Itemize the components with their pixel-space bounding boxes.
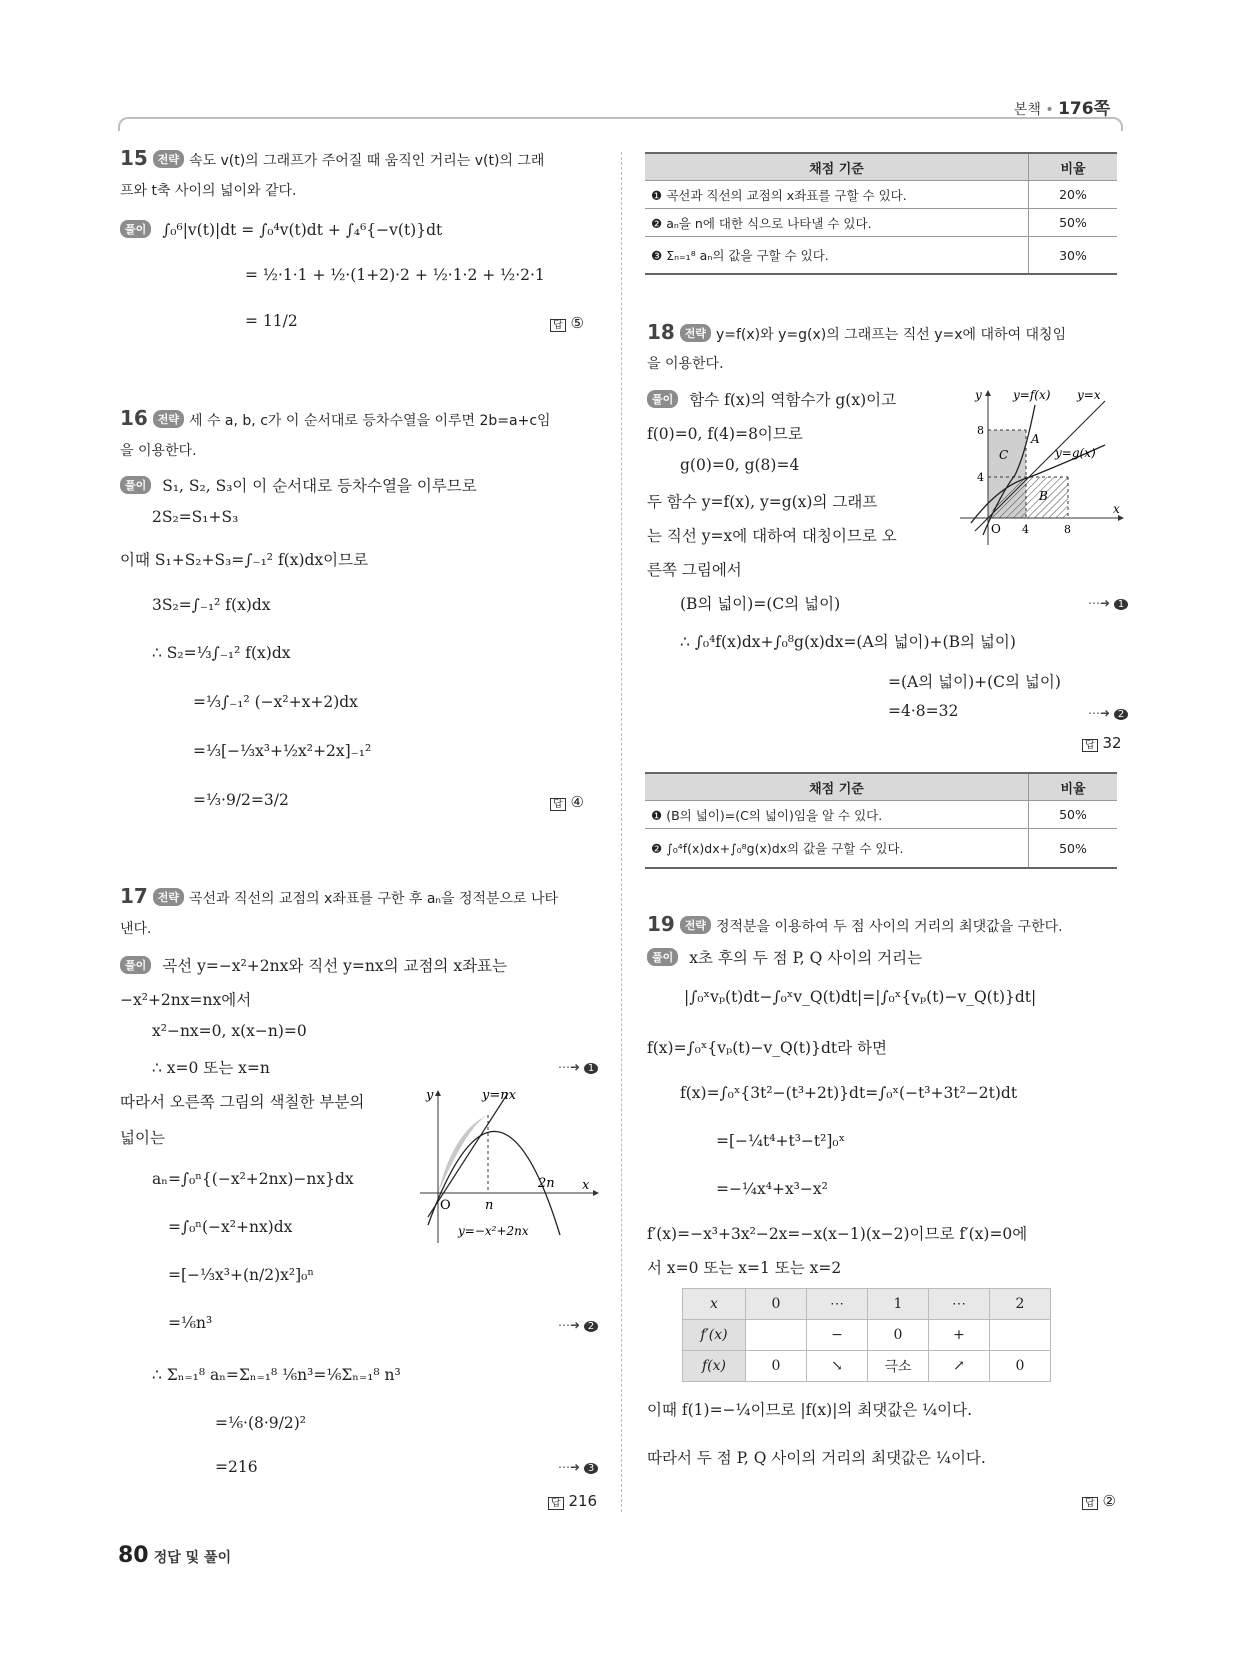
problem-17-line7: =∫₀ⁿ(−x²+nx)dx [168, 1218, 293, 1236]
table-row [645, 237, 1117, 275]
increase-decrease-table [682, 1288, 1051, 1382]
problem-19-line4: =[−¼t⁴+t³−t²]₀ˣ [716, 1132, 846, 1150]
math-line: 함수 f(x)의 역함수가 g(x)이고 [689, 391, 897, 409]
problem-15-number: 15 [120, 146, 148, 170]
problem-17-line8: =[−⅓x³+(n/2)x²]₀ⁿ [168, 1266, 315, 1284]
row-ratio: 50% [1029, 829, 1118, 869]
problem-17-graph [410, 1085, 600, 1245]
problem-17-line11: =⅙·(8·9/2)² [215, 1414, 306, 1432]
row-text: 곡선과 직선의 교점의 x좌표를 구할 수 있다. [666, 187, 907, 203]
problem-16-line0 [120, 474, 477, 496]
problem-19-number: 19 [647, 912, 675, 936]
cell: ↘ [807, 1351, 868, 1382]
problem-16-strategy [120, 406, 551, 430]
problem-16-line6: =⅓[−⅓x³+½x²+2x]₋₁² [193, 742, 372, 760]
table-header-ratio: 비율 [1029, 773, 1118, 801]
problem-16-line7: =⅓·9/2=3/2 [193, 791, 289, 809]
answer-value: ⑤ [570, 314, 584, 332]
header-rule [118, 117, 1123, 131]
table-row [645, 801, 1117, 829]
row-ratio: 20% [1029, 181, 1118, 209]
problem-17-line0 [120, 954, 507, 976]
problem-19-line7: 서 x=0 또는 x=1 또는 x=2 [647, 1259, 842, 1277]
problem-16-line4: ∴ S₂=⅓∫₋₁² f(x)dx [152, 644, 291, 662]
row-text: aₙ을 n에 대한 식으로 나타낼 수 있다. [666, 215, 872, 231]
problem-19-line5: =−¼x⁴+x³−x² [716, 1180, 828, 1198]
problem-18-line0 [647, 388, 896, 410]
table-row [683, 1320, 1051, 1351]
problem-18-line2: g(0)=0, g(8)=4 [680, 456, 800, 474]
step-number: 3 [584, 1463, 598, 1474]
shaded-region [438, 1115, 488, 1193]
region-a-label: A [1031, 432, 1040, 446]
cell: − [807, 1320, 868, 1351]
page-reference: 176쪽 [1058, 99, 1110, 119]
table-row [683, 1289, 1051, 1320]
y-label: y [426, 1088, 434, 1103]
tick-x4: 4 [1022, 523, 1029, 536]
problem-18-line1: f(0)=0, f(4)=8이므로 [647, 425, 803, 443]
answer-value: ④ [570, 793, 584, 811]
row-number: ❷ [651, 841, 663, 856]
strategy-badge: 전략 [153, 150, 184, 168]
solution-badge: 풀이 [120, 220, 151, 238]
problem-17-line4: 따라서 오른쪽 그림의 색칠한 부분의 [120, 1093, 365, 1111]
strategy-badge: 전략 [680, 324, 711, 342]
answer-icon: 답 [1082, 1497, 1098, 1510]
step-marker-3: ⋯➜ 3 [558, 1460, 598, 1474]
row-number: ❶ [651, 187, 663, 203]
solution-badge: 풀이 [647, 948, 678, 966]
table-header-criteria: 채점 기준 [645, 773, 1029, 801]
problem-17-line9: =⅙n³ [168, 1314, 213, 1332]
math-line: S₁, S₂, S₃이 이 순서대로 등차수열을 이루므로 [162, 477, 477, 495]
step-number: 2 [1114, 709, 1128, 720]
table-row [645, 829, 1117, 869]
header-bullet: • [1045, 102, 1054, 118]
problem-17-number: 17 [120, 884, 148, 908]
cell: 0 [868, 1320, 929, 1351]
step-number: 2 [584, 1321, 598, 1332]
cell: ⋯ [929, 1289, 990, 1320]
strategy-text: y=f(x)와 y=g(x)의 그래프는 직선 y=x에 대하여 대칭임 [715, 327, 1067, 343]
row-ratio: 30% [1029, 237, 1118, 275]
problem-19-line1: |∫₀ˣvₚ(t)dt−∫₀ˣv_Q(t)dt|=|∫₀ˣ{vₚ(t)−v_Q(t)}dt| [684, 988, 1037, 1006]
problem-15-solution-line1 [120, 220, 442, 239]
scoring-table-17 [645, 152, 1117, 275]
math-line: x초 후의 두 점 P, Q 사이의 거리는 [689, 949, 923, 967]
book-label: 본책 [1013, 102, 1041, 118]
table-row [683, 1351, 1051, 1382]
problem-15-strategy-line2: 프와 t축 사이의 넓이와 같다. [120, 183, 297, 199]
row-ratio: 50% [1029, 209, 1118, 237]
cell: + [929, 1320, 990, 1351]
problem-18-line5: 른쪽 그림에서 [647, 561, 742, 579]
page-footer [118, 1543, 231, 1568]
step-number: 1 [584, 1063, 598, 1074]
cell: ↗ [929, 1351, 990, 1382]
table-header-ratio: 비율 [1029, 153, 1118, 181]
row-text: ∫₀⁴f(x)dx+∫₀⁸g(x)dx의 값을 구할 수 있다. [666, 841, 904, 856]
problem-19-line9: 따라서 두 점 P, Q 사이의 거리의 최댓값은 ¼이다. [647, 1449, 986, 1467]
table-header-criteria: 채점 기준 [645, 153, 1029, 181]
problem-17-strategy [120, 884, 558, 908]
region-b-label: B [1039, 489, 1048, 503]
answer-icon: 답 [1082, 739, 1098, 752]
table-row [645, 209, 1117, 237]
problem-18-line3: 두 함수 y=f(x), y=g(x)의 그래프 [647, 493, 878, 511]
step-marker-2: ⋯➜ 2 [558, 1318, 598, 1332]
column-divider [621, 152, 622, 1512]
answer-value: 32 [1102, 734, 1122, 752]
origin-label: O [440, 1198, 451, 1213]
problem-18-number: 18 [647, 320, 675, 344]
strategy-text: 세 수 a, b, c가 이 순서대로 등차수열을 이루면 2b=a+c임 [188, 413, 551, 429]
step-marker-1: ⋯➜ 1 [558, 1060, 598, 1074]
row-text: (B의 넓이)=(C의 넓이)임을 알 수 있다. [666, 807, 883, 823]
solution-badge: 풀이 [120, 956, 151, 974]
y-label: y [975, 388, 982, 402]
row-number: ❷ [651, 215, 663, 231]
problem-17-line5: 넓이는 [120, 1129, 165, 1147]
problem-17-line1: −x²+2nx=nx에서 [120, 991, 252, 1009]
problem-18-line6: (B의 넓이)=(C의 넓이) [680, 595, 841, 613]
problem-19-line3: f(x)=∫₀ˣ{3t²−(t³+2t)}dt=∫₀ˣ(−t³+3t²−2t)dt [680, 1084, 1018, 1102]
solution-badge: 풀이 [120, 476, 151, 494]
cell: x [683, 1289, 746, 1320]
line-label: y=nx [482, 1088, 516, 1103]
problem-19-answer [1082, 1492, 1116, 1510]
cell: 극소 [868, 1351, 929, 1382]
problem-15-answer [550, 314, 584, 332]
strategy-text: 속도 v(t)의 그래프가 주어질 때 움직인 거리는 v(t)의 그래 [188, 153, 545, 169]
problem-17-answer [548, 1492, 597, 1510]
strategy-badge: 전략 [680, 916, 711, 934]
cell: ⋯ [807, 1289, 868, 1320]
x-label: x [1113, 502, 1120, 516]
problem-17-line12: =216 [215, 1458, 258, 1476]
answer-value: 216 [568, 1492, 598, 1510]
strategy-text: 곡선과 직선의 교점의 x좌표를 구한 후 aₙ을 정적분으로 나타 [188, 891, 559, 907]
cell: 0 [746, 1351, 807, 1382]
problem-16-line2: 이때 S₁+S₂+S₃=∫₋₁² f(x)dx이므로 [120, 551, 369, 569]
math-line: 곡선 y=−x²+2nx와 직선 y=nx의 교점의 x좌표는 [162, 957, 507, 975]
fx-label: y=f(x) [1013, 388, 1051, 402]
problem-18-strategy-line2: 을 이용한다. [647, 356, 724, 372]
2n-label: 2n [538, 1176, 555, 1191]
step-marker-2: ⋯➜ 2 [1088, 706, 1128, 720]
problem-18-graph [955, 385, 1125, 550]
section-title: 정답 및 풀이 [153, 1550, 232, 1566]
tick-y8: 8 [977, 424, 984, 437]
problem-15-solution-line2: = ½·1·1 + ½·(1+2)·2 + ½·1·2 + ½·2·1 [245, 266, 545, 284]
page-header [1014, 94, 1110, 119]
problem-17-line2: x²−nx=0, x(x−n)=0 [152, 1022, 307, 1040]
yx-label: y=x [1077, 388, 1101, 402]
tick-x8: 8 [1064, 523, 1071, 536]
row-text: Σₙ₌₁⁸ aₙ의 값을 구할 수 있다. [666, 248, 829, 263]
problem-19-line0 [647, 946, 922, 968]
answer-icon: 답 [550, 319, 566, 332]
cell: 0 [746, 1289, 807, 1320]
problem-19-line2: f(x)=∫₀ˣ{vₚ(t)−v_Q(t)}dt라 하면 [647, 1039, 887, 1057]
n-label: n [485, 1198, 494, 1213]
strategy-badge: 전략 [153, 410, 184, 428]
cell [990, 1320, 1051, 1351]
problem-17-line3: ∴ x=0 또는 x=n [152, 1059, 270, 1077]
answer-icon: 답 [548, 1497, 564, 1510]
cell: 1 [868, 1289, 929, 1320]
strategy-badge: 전략 [153, 888, 184, 906]
x-label: x [582, 1178, 590, 1193]
math-line: ∫₀⁶|v(t)|dt = ∫₀⁴v(t)dt + ∫₄⁶{−v(t)}dt [162, 221, 443, 239]
row-number: ❶ [651, 807, 663, 823]
problem-18-strategy [647, 320, 1066, 344]
problem-16-line1: 2S₂=S₁+S₃ [152, 508, 239, 526]
solution-badge: 풀이 [647, 390, 678, 408]
cell: 2 [990, 1289, 1051, 1320]
cell [746, 1320, 807, 1351]
table-row [645, 181, 1117, 209]
answer-value: ② [1102, 1492, 1116, 1510]
row-number: ❸ [651, 248, 663, 263]
scoring-table-18 [645, 772, 1117, 869]
problem-18-line9: =4·8=32 [888, 702, 959, 720]
problem-18-line8: =(A의 넓이)+(C의 넓이) [888, 673, 1061, 691]
problem-17-strategy-line2: 낸다. [120, 921, 152, 937]
origin-label: O [991, 522, 1001, 536]
problem-18-line7: ∴ ∫₀⁴f(x)dx+∫₀⁸g(x)dx=(A의 넓이)+(B의 넓이) [680, 633, 1016, 651]
strategy-text: 정적분을 이용하여 두 점 사이의 거리의 최댓값을 구한다. [715, 919, 1063, 935]
problem-15-strategy [120, 146, 544, 170]
problem-16-line5: =⅓∫₋₁² (−x²+x+2)dx [193, 693, 358, 711]
problem-18-answer [1082, 734, 1122, 752]
page-number: 80 [118, 1543, 149, 1568]
step-marker-1: ⋯➜ 1 [1088, 596, 1128, 610]
tick-y4: 4 [977, 471, 984, 484]
cell: 0 [990, 1351, 1051, 1382]
cell: f(x) [683, 1351, 746, 1382]
cell: f′(x) [683, 1320, 746, 1351]
problem-18-line4: 는 직선 y=x에 대하여 대칭이므로 오 [647, 527, 897, 545]
step-number: 1 [1114, 599, 1128, 610]
curve-label: y=−x²+2nx [458, 1224, 529, 1238]
problem-19-strategy [647, 912, 1063, 936]
problem-19-line8: 이때 f(1)=−¼이므로 |f(x)|의 최댓값은 ¼이다. [647, 1401, 973, 1419]
problem-16-line3: 3S₂=∫₋₁² f(x)dx [152, 596, 271, 614]
region-c-label: C [999, 448, 1009, 462]
problem-16-strategy-line2: 을 이용한다. [120, 443, 197, 459]
row-ratio: 50% [1029, 801, 1118, 829]
problem-19-line6: f′(x)=−x³+3x²−2x=−x(x−1)(x−2)이므로 f′(x)=0에 [647, 1225, 1028, 1243]
problem-16-answer [550, 793, 584, 811]
gx-label: y=g(x) [1055, 446, 1096, 460]
problem-15-solution-line3: = 11/2 [245, 312, 298, 330]
problem-17-line6: aₙ=∫₀ⁿ{(−x²+2nx)−nx}dx [152, 1170, 354, 1188]
answer-icon: 답 [550, 798, 566, 811]
problem-17-line10: ∴ Σₙ₌₁⁸ aₙ=Σₙ₌₁⁸ ⅙n³=⅙Σₙ₌₁⁸ n³ [152, 1366, 401, 1384]
problem-16-number: 16 [120, 406, 148, 430]
